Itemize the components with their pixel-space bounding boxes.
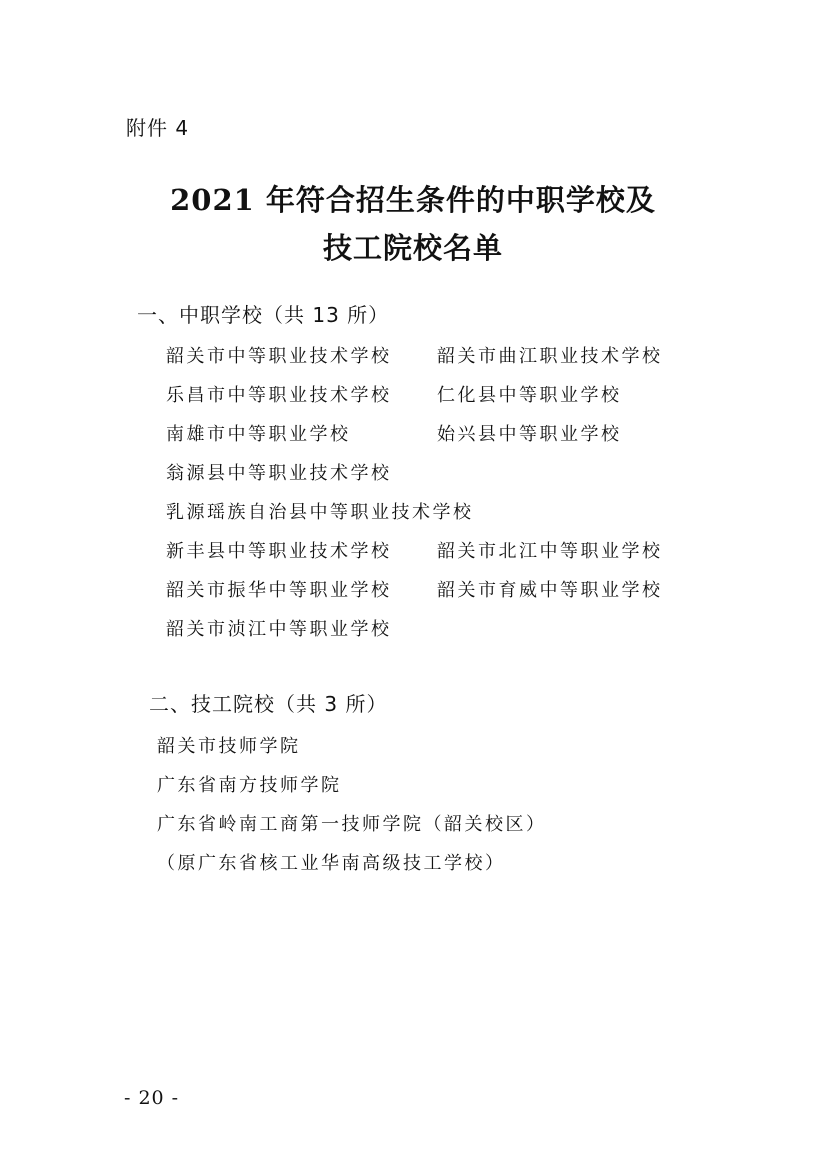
school-list-item: 韶关市北江中等职业学校 <box>437 541 663 562</box>
school-list-item: 韶关市育威中等职业学校 <box>437 580 663 601</box>
school-list-item: 乳源瑶族自治县中等职业技术学校 <box>166 502 474 523</box>
school-list-item: 南雄市中等职业学校 <box>166 424 351 445</box>
college-list-item-note: （原广东省核工业华南高级技工学校） <box>157 853 506 874</box>
school-list-item: 始兴县中等职业学校 <box>437 424 622 445</box>
college-list-item: 广东省南方技师学院 <box>157 775 342 796</box>
document-title-line-2: 技工院校名单 <box>322 231 503 265</box>
school-list-item: 韶关市中等职业技术学校 <box>166 346 392 367</box>
college-list-item: 广东省岭南工商第一技师学院（韶关校区） <box>157 814 547 835</box>
school-list-item: 新丰县中等职业技术学校 <box>166 541 392 562</box>
attachment-label: 附件 4 <box>126 116 190 140</box>
section-heading-technical-colleges: 二、技工院校（共 3 所） <box>149 692 388 716</box>
school-list-item: 仁化县中等职业学校 <box>437 385 622 406</box>
section-heading-vocational-schools: 一、中职学校（共 13 所） <box>137 303 390 327</box>
page-number: - 20 - <box>124 1087 180 1109</box>
document-title-line-1: 2021 年符合招生条件的中职学校及 <box>170 183 656 217</box>
school-list-item: 乐昌市中等职业技术学校 <box>166 385 392 406</box>
school-list-item: 翁源县中等职业技术学校 <box>166 463 392 484</box>
school-list-item: 韶关市振华中等职业学校 <box>166 580 392 601</box>
school-list-item: 韶关市浈江中等职业学校 <box>166 619 392 640</box>
school-list-item: 韶关市曲江职业技术学校 <box>437 346 663 367</box>
college-list-item: 韶关市技师学院 <box>157 736 301 757</box>
